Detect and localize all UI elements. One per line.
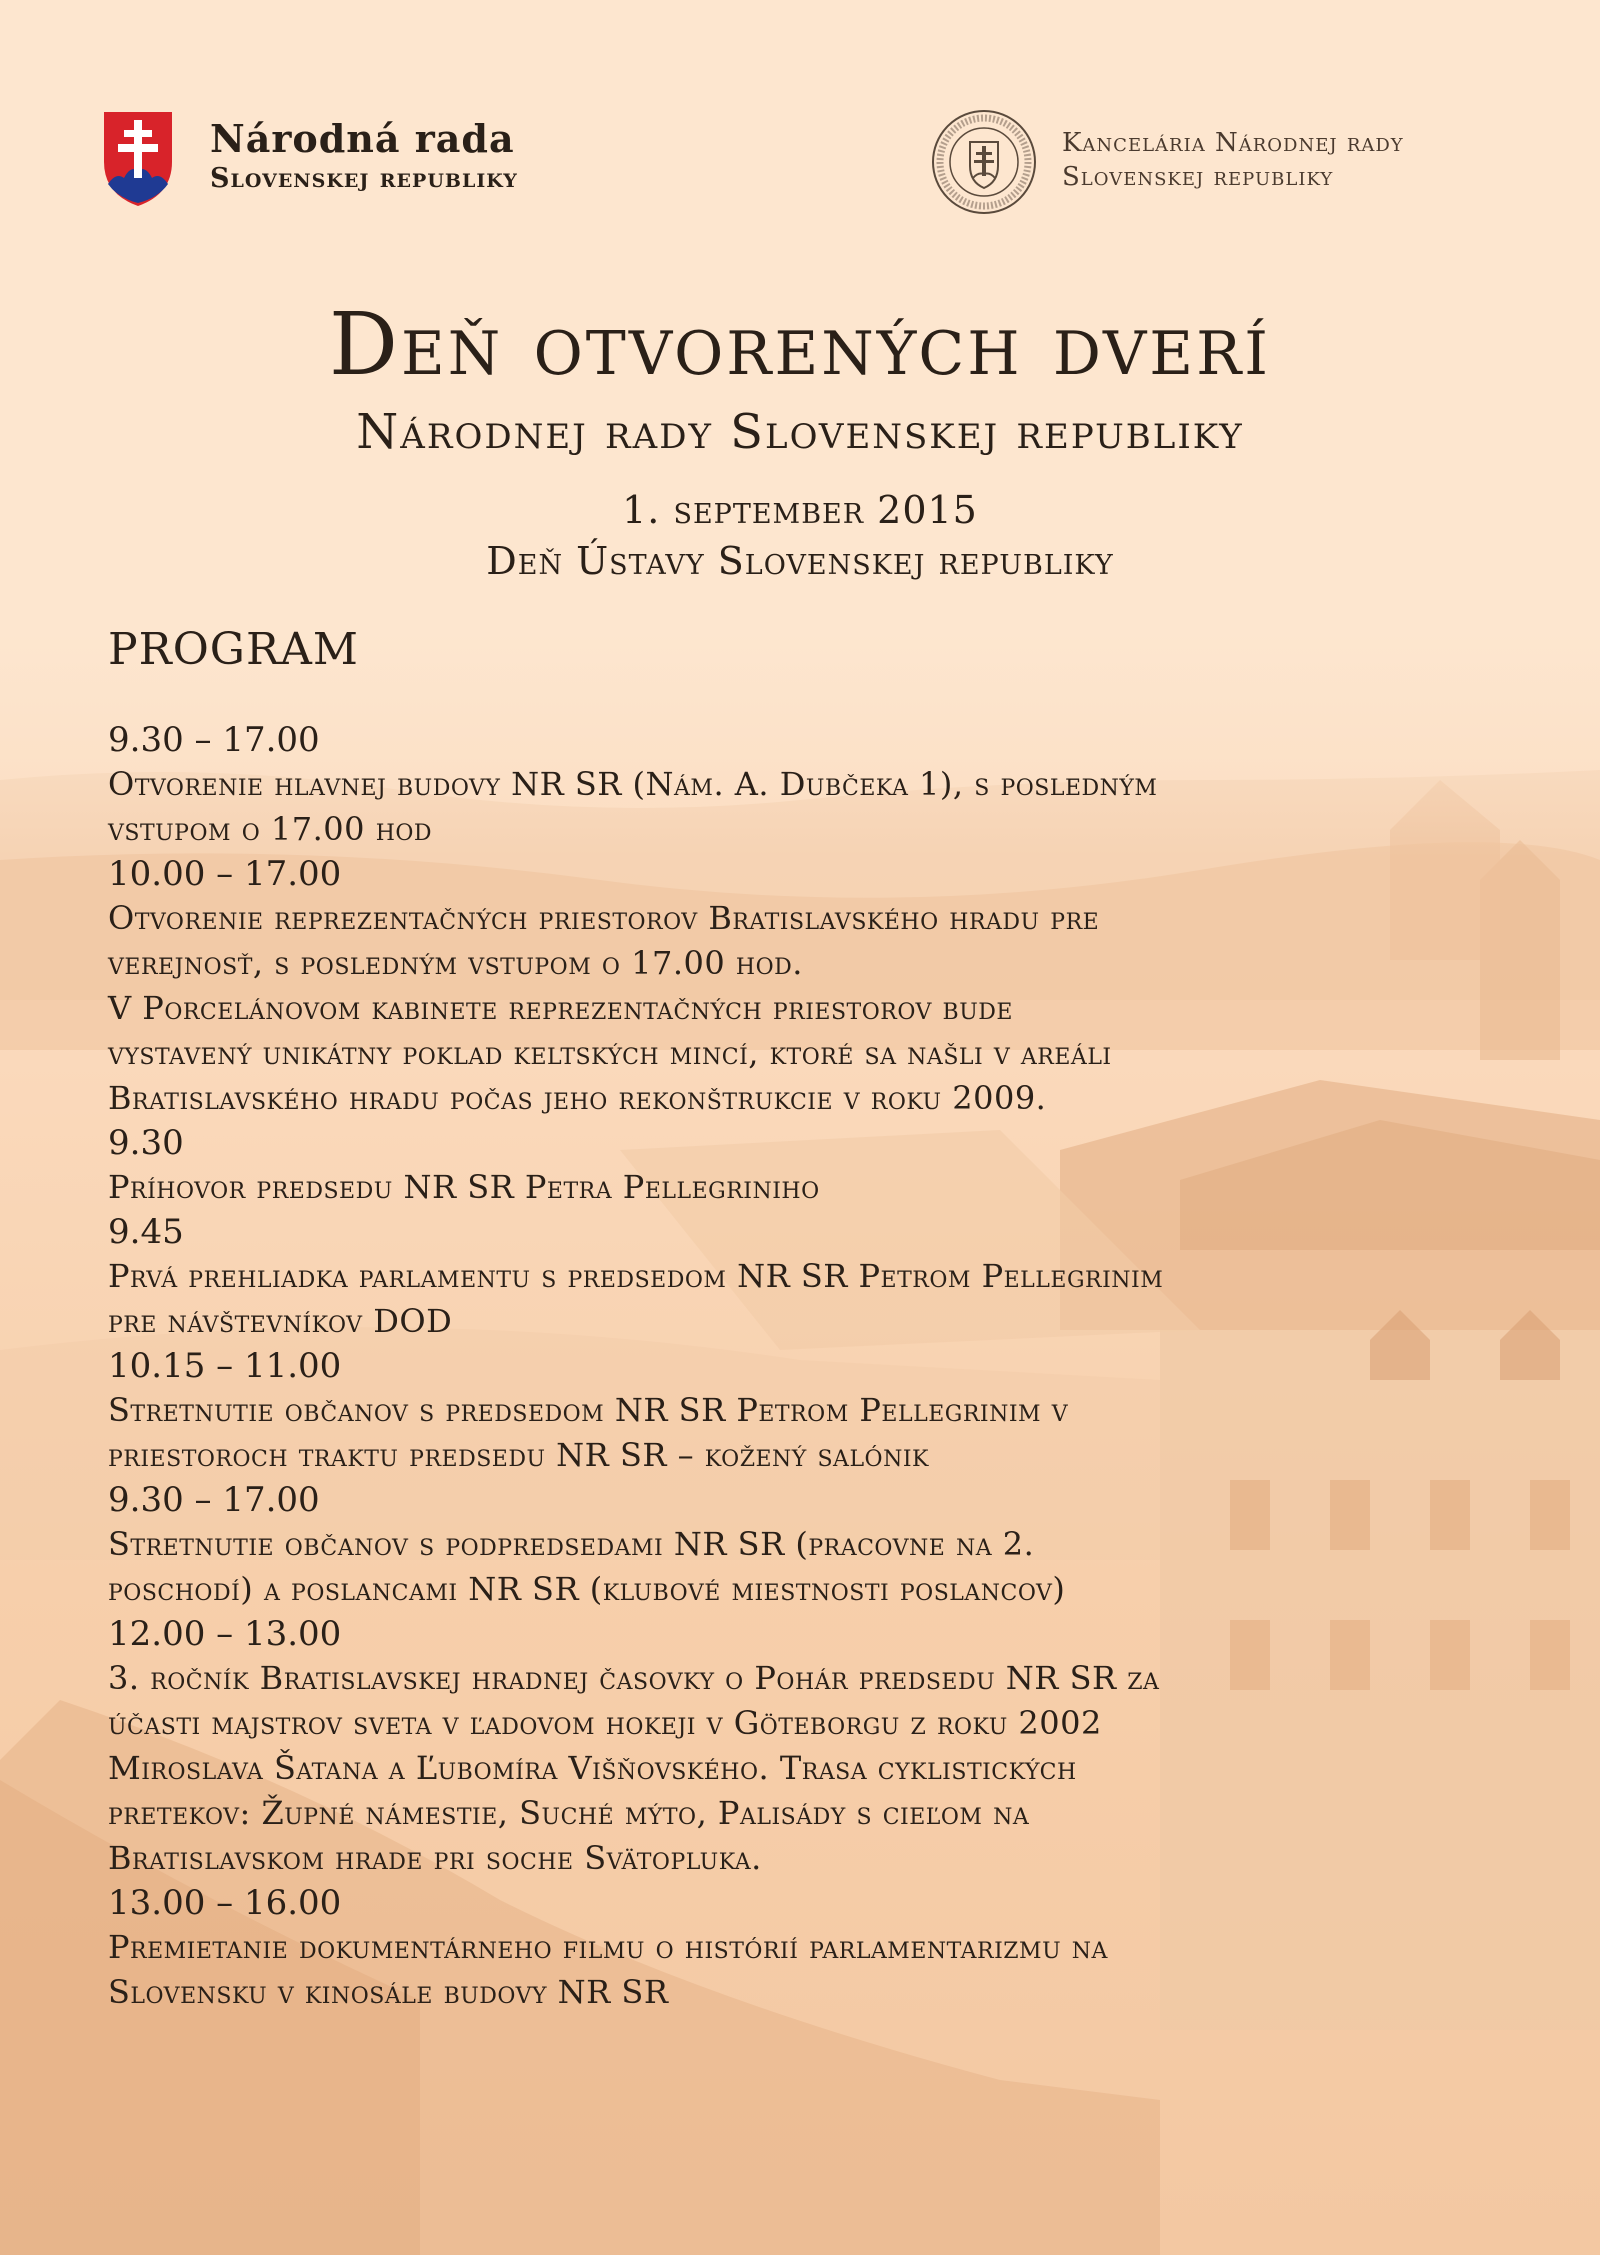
program-desc-line: pre návštevníkov DOD <box>108 1302 453 1340</box>
program-desc-line: Stretnutie občanov s podpredsedami NR SR (pracovne na 2. <box>108 1525 1035 1563</box>
program-list <box>108 718 1538 2015</box>
program-desc-line: Slovensku v kinosále budovy NR SR <box>108 1973 669 2011</box>
program-time: 9.45 <box>108 1212 184 1252</box>
program-desc-line: poschodí) a poslancami NR SR (klubové miestnosti poslancov) <box>108 1570 1066 1608</box>
program-desc-line: účasti majstrov sveta v ľadovom hokeji v Göteborgu z roku 2002 <box>108 1704 1102 1742</box>
chancellery-seal-icon <box>930 108 1038 216</box>
program-desc-line: Stretnutie občanov s predsedom NR SR Petrom Pellegrinim v <box>108 1391 1069 1429</box>
program-item <box>108 1612 1538 1881</box>
event-subtitle: Národnej rady Slovenskej republiky <box>356 404 1244 460</box>
parliament-logo <box>102 110 582 210</box>
program-desc-line: 3. ročník Bratislavskej hradnej časovky o Pohár predsedu NR SR za <box>108 1659 1160 1697</box>
event-title: Deň otvorených dverí <box>329 295 1271 395</box>
org-name-line2: Slovenskej republiky <box>210 163 518 194</box>
program-item <box>108 852 1538 1121</box>
program-time: 13.00 – 16.00 <box>108 1883 342 1923</box>
slovak-coat-of-arms-icon <box>102 110 174 208</box>
event-occasion: Deň Ústavy Slovenskej republiky <box>486 539 1114 583</box>
program-desc-line: Prvá prehliadka parlamentu s predsedom NR SR Petrom Pellegrinim <box>108 1257 1164 1295</box>
event-date: 1. september 2015 <box>622 488 978 532</box>
program-desc-line: priestoroch traktu predsedu NR SR – kožený salónik <box>108 1436 929 1474</box>
program-desc-line: V Porcelánovom kabinete reprezentačných priestorov bude <box>108 989 1013 1027</box>
program-item <box>108 1210 1538 1344</box>
program-desc-line: Bratislavského hradu počas jeho rekonštrukcie v roku 2009. <box>108 1079 1047 1117</box>
program-desc-line: Miroslava Šatana a Ľubomíra Višňovského. Trasa cyklistických <box>108 1749 1077 1787</box>
chancellery-name-line1: Kancelária Národnej rady <box>1062 128 1404 158</box>
program-desc-line: Príhovor predsedu NR SR Petra Pellegriniho <box>108 1168 820 1206</box>
program-heading: PROGRAM <box>108 624 359 675</box>
program-time: 9.30 <box>108 1123 184 1163</box>
chancellery-name-line2: Slovenskej republiky <box>1062 162 1334 192</box>
program-time: 12.00 – 13.00 <box>108 1614 342 1654</box>
program-desc-line: Bratislavskom hrade pri soche Svätopluka. <box>108 1839 762 1877</box>
program-desc-line: Otvorenie reprezentačných priestorov Bratislavského hradu pre <box>108 899 1100 937</box>
program-desc-line: Premietanie dokumentárneho filmu o histórií parlamentarizmu na <box>108 1928 1108 1966</box>
program-time: 10.00 – 17.00 <box>108 854 342 894</box>
program-time: 9.30 – 17.00 <box>108 1480 320 1520</box>
chancellery-logo <box>930 108 1530 218</box>
program-item <box>108 1881 1538 2015</box>
program-desc-line: vstupom o 17.00 hod <box>108 810 433 848</box>
program-desc-line: verejnosť, s posledným vstupom o 17.00 hod. <box>108 944 803 982</box>
program-time: 9.30 – 17.00 <box>108 720 320 760</box>
program-desc-line: pretekov: Župné námestie, Suché mýto, Palisády s cieľom na <box>108 1794 1030 1832</box>
program-desc-line: Otvorenie hlavnej budovy NR SR (Nám. A. Dubčeka 1), s posledným <box>108 765 1158 803</box>
program-time: 10.15 – 11.00 <box>108 1346 342 1386</box>
program-desc-line: vystavený unikátny poklad keltských mincí, ktoré sa našli v areáli <box>108 1034 1112 1072</box>
program-item <box>108 1478 1538 1612</box>
org-name-line1: Národná rada <box>210 116 515 161</box>
program-item <box>108 718 1538 852</box>
program-item <box>108 1344 1538 1478</box>
program-item <box>108 1121 1538 1210</box>
